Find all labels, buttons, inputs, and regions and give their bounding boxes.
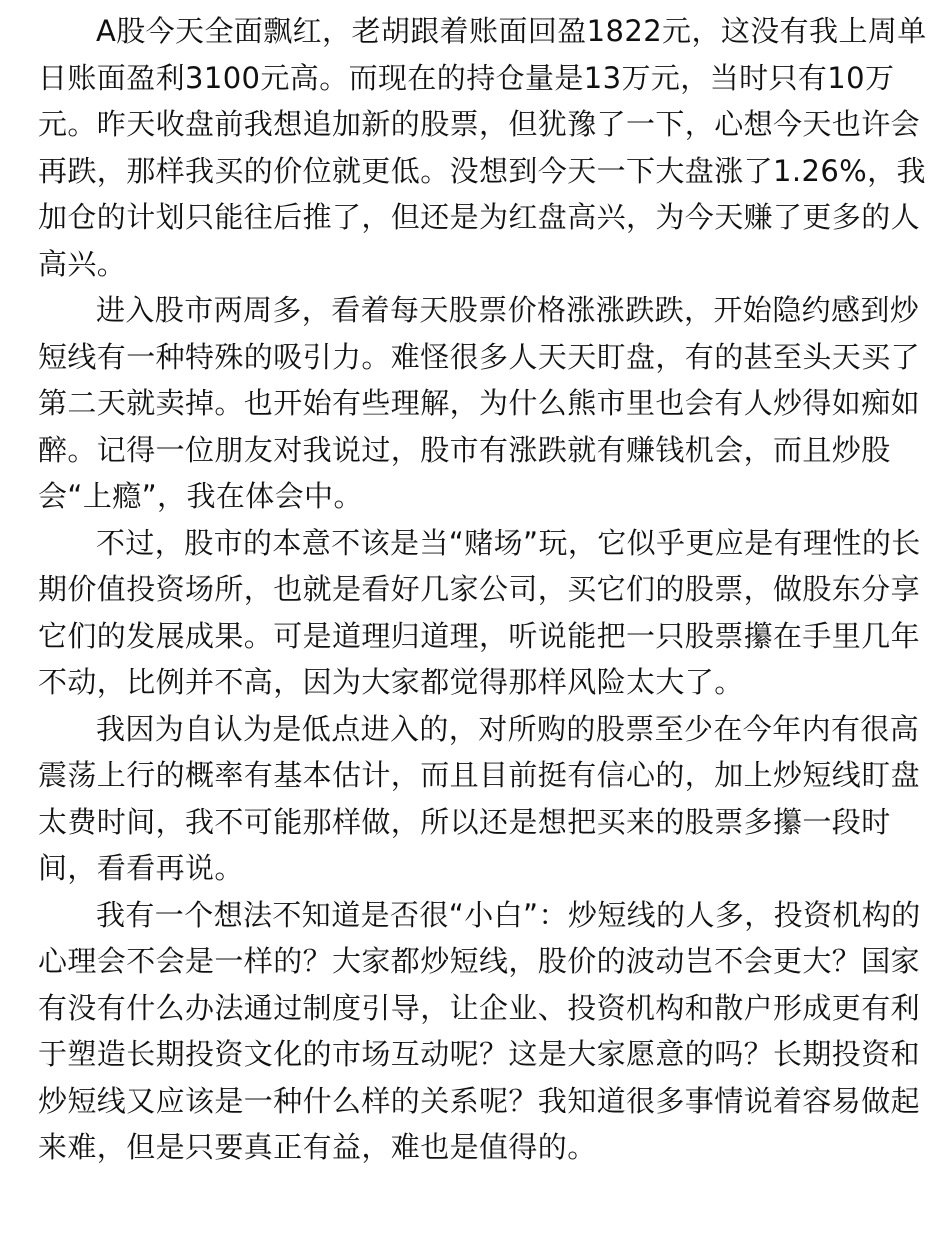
paragraph-3: 不过，股市的本意不该是当“赌场”玩，它似乎更应是有理性的长期价值投资场所，也就是看好几家公司，买它们的股票，做股东分享它们的发展成果。可是道理归道理，听说能把一只股票攥在手里几年不动，比例并不高，因为大家都觉得那样风险太大了。 bbox=[38, 525, 921, 699]
paragraph-1: A股今天全面飘红，老胡跟着账面回盈1822元，这没有我上周单日账面盈利3100元高。而现在的持仓量是13万元，当时只有10万元。昨天收盘前我想追加新的股票，但犹豫了一下，心想今天也许会再跌，那样我买的价位就更低。没想到今天一下大盘涨了1.26%，我加仓的计划只能往后推了，但还是为红盘高兴，为今天赚了更多的人高兴。 bbox=[38, 14, 927, 281]
paragraph-2: 进入股市两周多，看着每天股票价格涨涨跌跌，开始隐约感到炒短线有一种特殊的吸引力。难怪很多人天天盯盘，有的甚至头天买了第二天就卖掉。也开始有些理解，为什么熊市里也会有人炒得如痴如醉。记得一位朋友对我说过，股市有涨跌就有赚钱机会，而且炒股会“上瘾”，我在体会中。 bbox=[38, 293, 921, 513]
article-body bbox=[38, 8, 934, 1171]
paragraph-5: 我有一个想法不知道是否很“小白”：炒短线的人多，投资机构的心理会不会是一样的？大家都炒短线，股价的波动岂不会更大？国家有没有什么办法通过制度引导，让企业、投资机构和散户形成更有利于塑造长期投资文化的市场互动呢？这是大家愿意的吗？长期投资和炒短线又应该是一种什么样的关系呢？我知道很多事情说着容易做起来难，但是只要真正有益，难也是值得的。 bbox=[38, 897, 921, 1164]
paragraph-4: 我因为自认为是低点进入的，对所购的股票至少在今年内有很高震荡上行的概率有基本估计，而且目前挺有信心的，加上炒短线盯盘太费时间，我不可能那样做，所以还是想把买来的股票多攥一段时间，看看再说。 bbox=[38, 711, 921, 885]
